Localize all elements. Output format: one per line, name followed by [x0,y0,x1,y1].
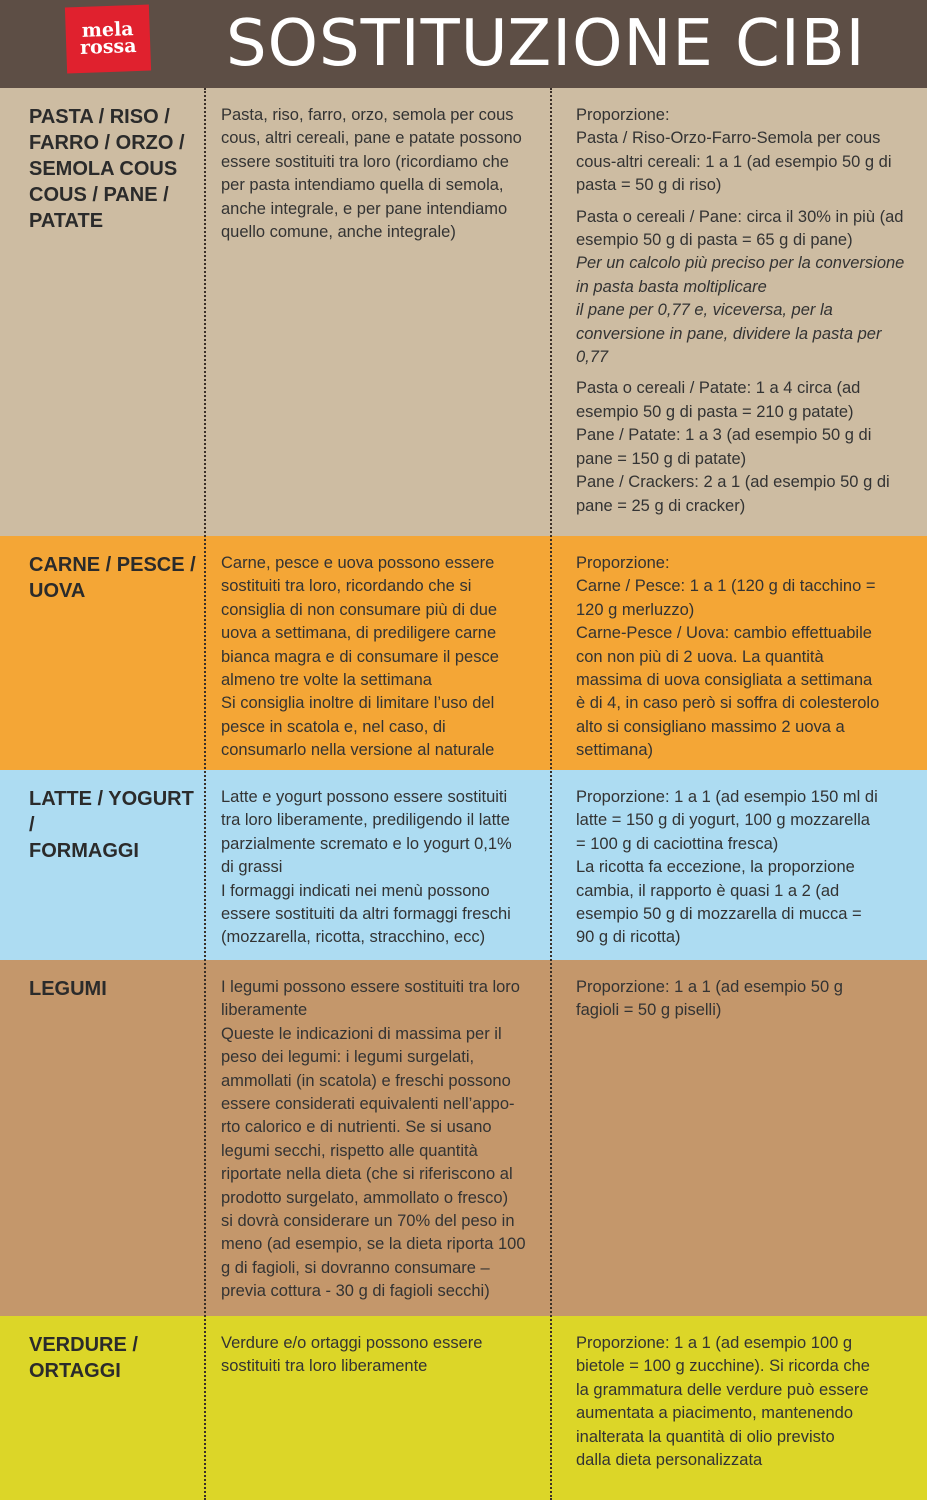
column-divider [550,88,552,1500]
text-line: Carne-Pesce / Uova: cambio effettuabile [576,624,872,643]
text-line: SEMOLA COUS [29,158,178,180]
text-line: almeno tre volte la settimana [221,671,432,690]
text-line: settimana) [576,741,654,760]
text-line: La ricotta fa eccezione, la proporzione [576,858,855,877]
category-label [29,976,199,1002]
text-line: Pasta / Riso-Orzo-Farro-Semola per cous [576,129,881,148]
text-line: I formaggi indicati nei menù possono [221,881,490,900]
text-line: cous-altri cereali: 1 a 1 (ad esempio 50 g di [576,152,892,171]
text-line: pasta = 50 g di riso) [576,176,722,195]
text-line: Proporzione: 1 a 1 (ad esempio 150 ml di [576,788,878,806]
text-line: VERDURE / [29,1334,138,1356]
text-line: essere sostituiti da altri formaggi freschi [221,905,511,924]
logo-text-rossa: rossa [79,35,137,59]
text-line: COUS / PANE / [29,184,169,206]
text-line: alto si consigliano massimo 2 uova a [576,717,845,736]
text-line: dalla dieta personalizzata [576,1451,763,1470]
row-legumi [0,960,927,1316]
text-line: bietole = 100 g zucchine). Si ricorda che [576,1357,870,1376]
text-line: = 100 g di caciottina fresca) [576,834,779,853]
text-line: sostituiti tra loro, ricordando che si [221,577,472,596]
text-line: prodotto surgelato, ammollato o fresco) [221,1188,509,1207]
text-line: legumi secchi, rispetto alle quantità [221,1141,478,1160]
text-line: aumentata a piacimento, mantenendo [576,1404,854,1423]
text-line: g di fagioli, si dovranno consumare – [221,1258,490,1277]
description-text [221,976,539,1304]
logo-text-mela: mela [81,18,134,42]
text-line: in pasta basta moltiplicare [576,277,767,296]
text-line: Pasta o cereali / Pane: circa il 30% in più (ad [576,207,904,226]
text-line: Si consiglia inoltre di limitare l’uso del [221,694,495,713]
category-label [29,786,199,864]
text-line: consiglia di non consumare più di due [221,600,498,619]
text-line: uova a settimana, di prediligere carne [221,624,497,643]
text-line: Verdure e/o ortaggi possono essere [221,1334,483,1352]
melarossa-logo[interactable] [65,5,151,74]
text-line: sostituiti tra loro liberamente [221,1357,428,1376]
text-line: meno (ad esempio, se la dieta riporta 100 [221,1235,526,1254]
row-carne [0,536,927,770]
text-line: previa cottura - 30 g di fagioli secchi) [221,1282,490,1301]
text-line: tra loro liberamente, prediligendo il latte [221,811,510,830]
text-line: I legumi possono essere sostituiti tra loro [221,978,520,996]
text-line: Queste le indicazioni di massima per il [221,1024,502,1043]
proportion-text [576,552,916,763]
text-line: pesce in scatola e, nel caso, di [221,717,446,736]
text-line: esempio 50 g di mozzarella di mucca = [576,905,862,924]
header [0,0,927,88]
text-line: fagioli = 50 g piselli) [576,1001,722,1020]
proportion-text [576,976,916,1023]
row-latte [0,770,927,960]
proportion-text [576,1332,916,1472]
text-line: 0,77 [576,348,609,367]
text-line: Pane / Crackers: 2 a 1 (ad esempio 50 g di [576,473,890,492]
text-line: quello comune, anche integrale) [221,223,456,242]
text-line: Proporzione: [576,106,670,124]
text-line: esempio 50 g di pasta = 210 g patate) [576,402,854,421]
category-label [29,1332,199,1384]
text-line: per pasta intendiamo quella di semola, [221,176,504,195]
text-line: cous, altri cereali, pane e patate possono [221,129,522,148]
text-line: di grassi [221,858,283,877]
text-line: PATATE [29,210,104,232]
text-line: la grammatura delle verdure può essere [576,1380,869,1399]
text-line: inalterata la quantità di olio previsto [576,1427,835,1446]
text-line: riportate nella dieta (che si riferiscono al [221,1165,513,1184]
text-line: Proporzione: 1 a 1 (ad esempio 100 g [576,1334,853,1352]
row-verdure [0,1316,927,1500]
text-line: con non più di 2 uova. La quantità [576,647,824,666]
text-line: pane = 25 g di cracker) [576,496,746,515]
text-line: PASTA / RISO / [29,106,170,128]
text-line: consumarlo nella versione al naturale [221,741,495,760]
proportion-text [576,786,916,950]
text-line: Per un calcolo più preciso per la conversione [576,254,905,273]
text-line: è di 4, in caso però si soffra di colesterolo [576,694,880,713]
text-line: 120 g merluzzo) [576,600,695,619]
text-line: FARRO / ORZO / [29,132,185,154]
text-line: bianca magra e di consumare il pesce [221,647,499,666]
text-line: conversione in pane, dividere la pasta per [576,324,882,343]
text-line: esempio 50 g di pasta = 65 g di pane) [576,231,853,250]
text-line: ORTAGGI [29,1360,121,1382]
category-label [29,552,199,604]
text-line: Pasta, riso, farro, orzo, semola per cous [221,106,514,124]
text-line: LEGUMI [29,978,107,1000]
text-line: rto calorico e di nutrienti. Se si usano [221,1118,492,1137]
text-line: massima di uova consigliata a settimana [576,671,873,690]
text-line: Proporzione: [576,554,670,572]
text-line: Pasta o cereali / Patate: 1 a 4 circa (ad [576,379,861,398]
row-pasta [0,88,927,536]
text-line: essere sostituiti tra loro (ricordiamo che [221,152,509,171]
text-line: si dovrà considerare un 70% del peso in [221,1212,515,1231]
text-line: FORMAGGI [29,840,139,862]
description-text [221,552,539,763]
text-line: il pane per 0,77 e, viceversa, per la [576,301,833,320]
text-line: 90 g di ricotta) [576,928,681,947]
column-divider [204,88,206,1500]
text-line: Carne / Pesce: 1 a 1 (120 g di tacchino = [576,577,876,596]
text-line: parzialmente scremato e lo yogurt 0,1% [221,834,512,853]
text-line: Latte e yogurt possono essere sostituiti [221,788,508,806]
description-text [221,786,539,950]
text-line: CARNE / PESCE / [29,554,196,576]
text-line: peso dei legumi: i legumi surgelati, [221,1048,475,1067]
text-line: LATTE / YOGURT / [29,788,194,836]
text-line: Pane / Patate: 1 a 3 (ad esempio 50 g di [576,426,872,445]
description-text [221,104,539,244]
page-title: SOSTITUZIONE CIBI [226,7,866,81]
text-line: pane = 150 g di patate) [576,449,747,468]
description-text [221,1332,539,1379]
category-label [29,104,199,234]
text-line: liberamente [221,1001,308,1020]
text-line: Proporzione: 1 a 1 (ad esempio 50 g [576,978,843,996]
text-line: cambia, il rapporto è quasi 1 a 2 (ad [576,881,840,900]
text-line: UOVA [29,580,86,602]
text-line: anche integrale, e per pane intendiamo [221,199,508,218]
text-line: latte = 150 g di yogurt, 100 g mozzarella [576,811,870,830]
text-line: (mozzarella, ricotta, stracchino, ecc) [221,928,486,947]
text-line: Carne, pesce e uova possono essere [221,554,495,572]
proportion-text [576,104,916,518]
text-line: ammollati (in scatola) e freschi possono [221,1071,511,1090]
text-line: essere considerati equivalenti nell’appo- [221,1095,515,1114]
